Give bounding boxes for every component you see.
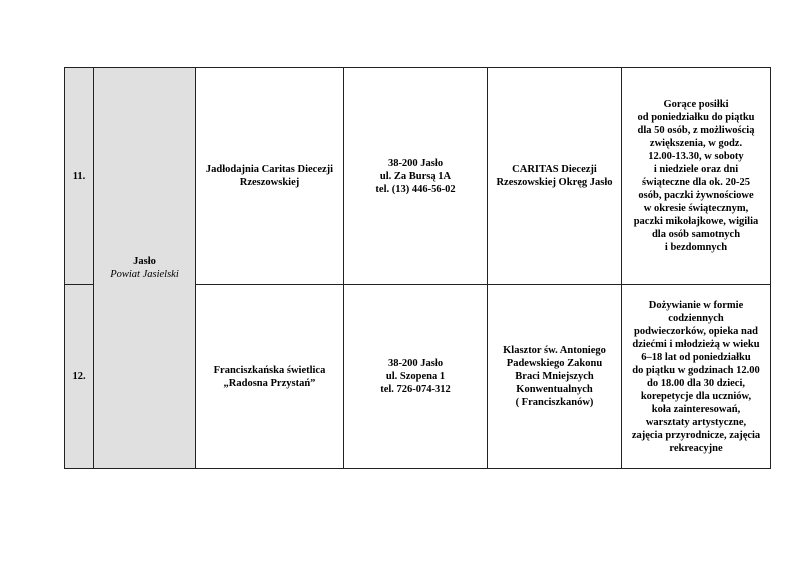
address-line: 38-200 Jasło — [387, 358, 444, 369]
region-cell — [94, 68, 196, 469]
operator-line: Rzeszowskiej Okręg Jasło — [496, 177, 613, 188]
operator-line: Padewskiego Zakonu — [506, 358, 603, 369]
description-line: w okresie świątecznym, — [643, 203, 749, 214]
description-line: do piątku w godzinach 12.00 — [632, 364, 760, 376]
description-line: dziećmi i młodzieżą w wieku — [632, 338, 760, 350]
description-line: codziennych — [668, 312, 724, 324]
address-line: ul. Za Bursą 1A — [379, 170, 452, 182]
institution-cell — [196, 68, 344, 285]
address-line: ul. Szopena 1 — [385, 371, 446, 382]
description-line: i niedziele oraz dni — [653, 164, 739, 175]
description-line: rekreacyjne — [669, 442, 723, 454]
institution-line: „Radosna Przystań” — [223, 377, 316, 389]
address-line: tel. 726-074-312 — [380, 384, 451, 395]
address-line: tel. (13) 446-56-02 — [375, 183, 456, 195]
region-subtitle: Powiat Jasielski — [110, 269, 179, 280]
description-line: dla osób samotnych — [651, 229, 741, 240]
description-line: podwieczorków, opieka nad — [634, 325, 758, 337]
table-row — [65, 68, 771, 285]
description-line: Dożywianie w formie — [648, 299, 744, 311]
description-line: Gorące posiłki — [663, 99, 729, 110]
institution-line: Franciszkańska świetlica — [213, 364, 326, 376]
row-number: 11. — [65, 68, 94, 285]
description-line: i bezdomnych — [664, 242, 728, 253]
description-line: koła zainteresowań, — [651, 403, 741, 415]
address-line: 38-200 Jasło — [387, 157, 444, 169]
description-cell — [622, 285, 771, 469]
description-line: 12.00-13.30, w soboty — [648, 151, 744, 162]
description-line: paczki mikołajkowe, wigilia — [633, 216, 759, 227]
description-cell — [622, 68, 771, 285]
address-cell — [344, 68, 488, 285]
institution-line: Jadłodajnia Caritas Diecezji — [205, 164, 334, 175]
institution-cell — [196, 285, 344, 469]
description-line: zwiększenia, w godz. — [649, 138, 743, 149]
institution-line: Rzeszowskiej — [239, 177, 300, 188]
address-cell — [344, 285, 488, 469]
description-line: 6–18 lat od poniedziałku — [641, 351, 751, 363]
row-number: 12. — [65, 285, 94, 469]
operator-cell — [488, 285, 622, 469]
operator-line: Klasztor św. Antoniego — [503, 345, 606, 356]
operator-line: Konwentualnych — [516, 384, 593, 395]
description-line: do 18.00 dla 30 dzieci, — [646, 377, 745, 389]
operator-line: Braci Mniejszych — [515, 371, 594, 382]
description-line: warsztaty artystyczne, — [645, 416, 747, 428]
operator-line: CARITAS Diecezji — [512, 164, 597, 175]
description-line: zajęcia przyrodnicze, zajęcia — [631, 429, 761, 441]
region-name: Jasło — [133, 256, 156, 267]
description-line: korepetycje dla uczniów, — [640, 390, 752, 402]
description-line: od poniedziałku do piątku — [637, 112, 755, 123]
description-line: świąteczne dla ok. 20-25 — [642, 177, 750, 188]
description-line: dla 50 osób, z możliwością — [637, 125, 755, 136]
description-line: osób, paczki żywnościowe — [638, 190, 754, 201]
institutions-table — [64, 67, 771, 469]
operator-line: ( Franciszkanów) — [515, 397, 594, 408]
operator-cell — [488, 68, 622, 285]
